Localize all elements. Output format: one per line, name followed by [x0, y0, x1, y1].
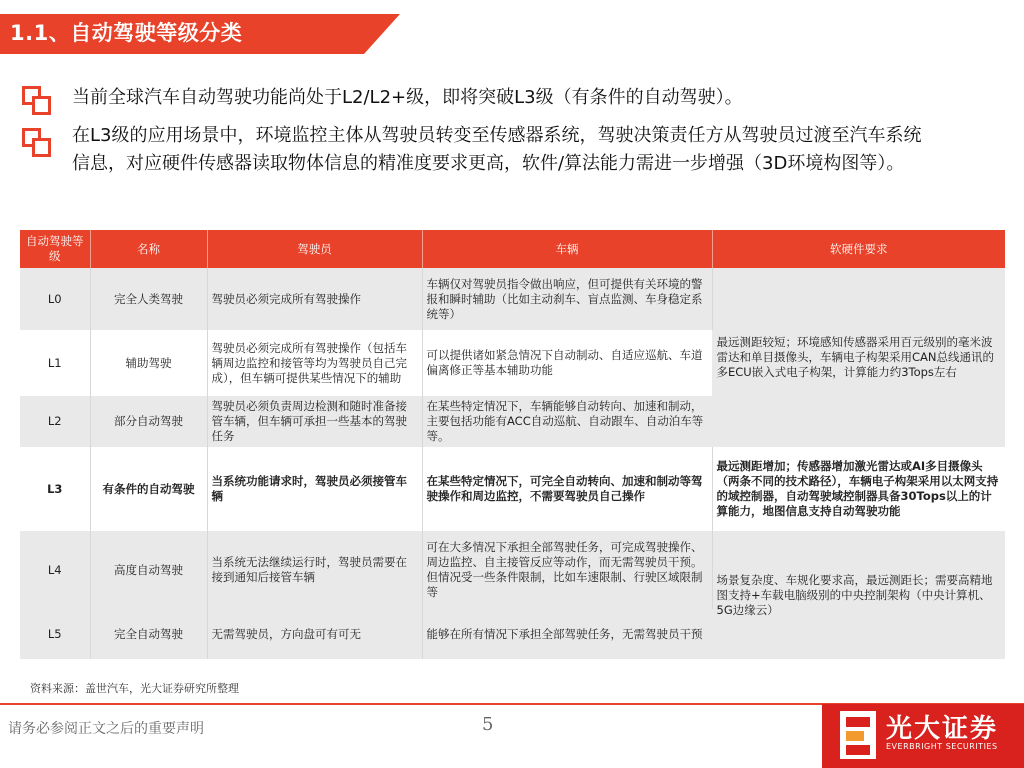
- cell-vehicle: 能够在所有情况下承担全部驾驶任务，无需驾驶员干预: [422, 609, 712, 659]
- source-note: 资料来源：盖世汽车，光大证券研究所整理: [30, 682, 239, 695]
- cell-level: L4: [20, 531, 90, 609]
- bullet-text-1: 当前全球汽车自动驾驶功能尚处于L2/L2+级，即将突破L3级（有条件的自动驾驶）。: [72, 87, 743, 108]
- cell-driver: 无需驾驶员，方向盘可有可无: [207, 609, 422, 659]
- table-row: [20, 268, 1005, 330]
- bullet-text-2: 在L3级的应用场景中，环境监控主体从驾驶员转变至传感器系统，驾驶决策责任方从驾驶员过渡至汽车系统信息，对应硬件传感器读取物体信息的精准度要求更高，软件/算法能力需进一步增强（3D环境构图等）。: [72, 125, 922, 174]
- header-driver: 驾驶员: [207, 230, 422, 268]
- cell-requirements-l3: 最远测距增加；传感器增加激光雷达或AI多目摄像头（两条不同的技术路径），车辆电子构架采用以太网支持的域控制器，自动驾驶域控制器具备30Tops以上的计算能力，地图信息支持自动驾驶功能: [712, 447, 1005, 531]
- cell-level: L1: [20, 330, 90, 396]
- cell-level: L2: [20, 396, 90, 447]
- header-requirements: 软硬件要求: [712, 230, 1005, 268]
- cell-name: 完全自动驾驶: [90, 609, 207, 659]
- cell-level: L5: [20, 609, 90, 659]
- cell-name: 部分自动驾驶: [90, 396, 207, 447]
- table-header-row: [20, 230, 1005, 268]
- cell-level: L3: [20, 447, 90, 531]
- everbright-logo-icon: [838, 709, 878, 761]
- table-row: [20, 531, 1005, 609]
- cell-name: 高度自动驾驶: [90, 531, 207, 609]
- cell-level: L0: [20, 268, 90, 330]
- cell-vehicle: 可在大多情况下承担全部驾驶任务，可完成驾驶操作、周边监控、自主接管反应等动作，而无需驾驶员干预。但情况受一些条件限制，比如车速限制、行驶区域限制等: [422, 531, 712, 609]
- bullet-square-icon: [22, 86, 50, 114]
- logo-name-cn: 光大证券: [886, 714, 999, 744]
- cell-driver: 当系统功能请求时，驾驶员必须接管车辆: [207, 447, 422, 531]
- cell-requirements-l0-l2: 最远测距较短；环境感知传感器采用百元级别的毫米波雷达和单目摄像头，车辆电子构架采用CAN总线通讯的多ECU嵌入式电子构架，计算能力约3Tops左右: [712, 268, 1005, 447]
- table-row: [20, 447, 1005, 531]
- cell-name: 完全人类驾驶: [90, 268, 207, 330]
- page-number: 5: [482, 714, 494, 735]
- header-vehicle: 车辆: [422, 230, 712, 268]
- cell-driver: 驾驶员必须完成所有驾驶操作: [207, 268, 422, 330]
- disclaimer-text: 请务必参阅正文之后的重要声明: [8, 721, 204, 737]
- cell-vehicle: 在某些特定情况下，可完全自动转向、加速和制动等驾驶操作和周边监控，不需要驾驶员自己操作: [422, 447, 712, 531]
- cell-driver: 驾驶员必须负责周边检测和随时准备接管车辆，但车辆可承担一些基本的驾驶任务: [207, 396, 422, 447]
- bullet-square-icon: [22, 128, 50, 156]
- logo-name-en: EVERBRIGHT SECURITIES: [886, 742, 998, 751]
- cell-requirements-l4-l5: 场景复杂度、车规化要求高，最远测距长；需要高精地图支持+车载电脑级别的中央控制架构（中央计算机、5G边缘云）: [712, 531, 1005, 659]
- page-title: 1.1、自动驾驶等级分类: [10, 21, 243, 45]
- cell-name: 辅助驾驶: [90, 330, 207, 396]
- header-level: 自动驾驶等级: [20, 230, 90, 268]
- cell-driver: 当系统无法继续运行时，驾驶员需要在接到通知后接管车辆: [207, 531, 422, 609]
- autonomy-level-table: [20, 230, 1005, 659]
- cell-vehicle: 在某些特定情况下，车辆能够自动转向、加速和制动，主要包括功能有ACC自动巡航、自动跟车、自动泊车等等。: [422, 396, 712, 447]
- header-name: 名称: [90, 230, 207, 268]
- cell-vehicle: 可以提供诸如紧急情况下自动制动、自适应巡航、车道偏离修正等基本辅助功能: [422, 330, 712, 396]
- cell-vehicle: 车辆仅对驾驶员指令做出响应，但可提供有关环境的警报和瞬时辅助（比如主动刹车、盲点监测、车身稳定系统等）: [422, 268, 712, 330]
- cell-name: 有条件的自动驾驶: [90, 447, 207, 531]
- cell-driver: 驾驶员必须完成所有驾驶操作（包括车辆周边监控和接管等均为驾驶员自己完成），但车辆可提供某些情况下的辅助: [207, 330, 422, 396]
